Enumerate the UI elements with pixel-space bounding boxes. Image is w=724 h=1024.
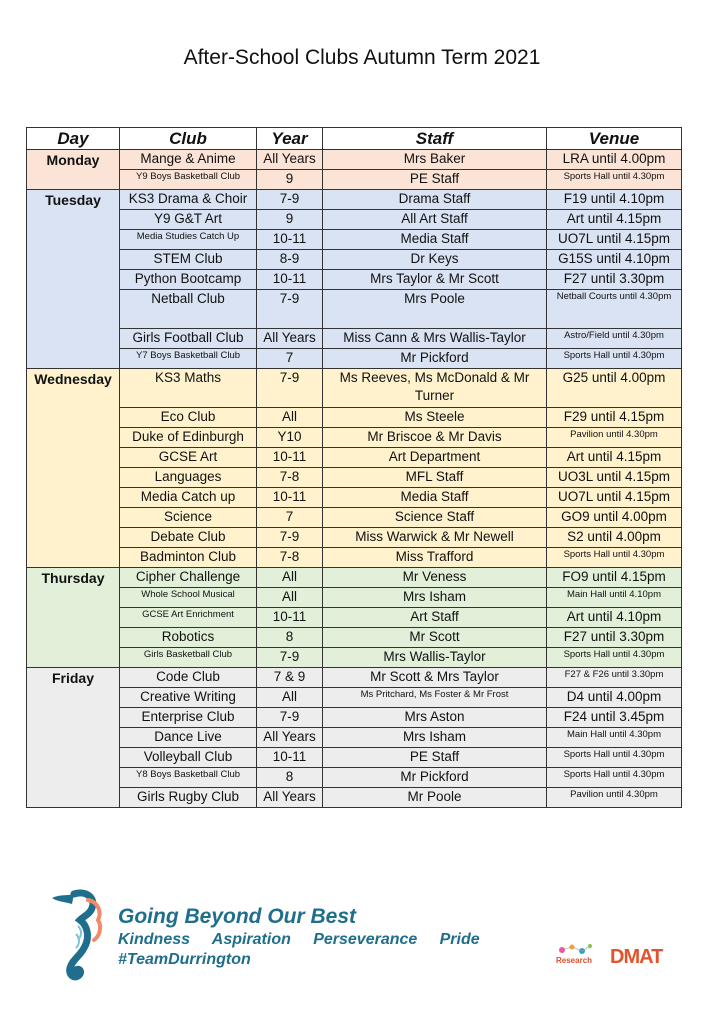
year-cell: 8-9: [257, 250, 323, 270]
staff-cell: All Art Staff: [323, 210, 547, 230]
table-row: [27, 548, 682, 568]
venue-cell: GO9 until 4.00pm: [547, 508, 682, 528]
club-cell: Languages: [120, 468, 257, 488]
table-row: [27, 468, 682, 488]
year-cell: 10-11: [257, 748, 323, 768]
staff-cell: Mrs Wallis-Taylor: [323, 648, 547, 668]
venue-cell: F29 until 4.15pm: [547, 408, 682, 428]
club-cell: GCSE Art Enrichment: [120, 608, 257, 628]
day-cell: Monday: [27, 150, 120, 190]
venue-cell: Art until 4.15pm: [547, 210, 682, 230]
table-row: [27, 190, 682, 210]
club-cell: Y9 G&T Art: [120, 210, 257, 230]
year-cell: 8: [257, 768, 323, 788]
staff-cell: Mr Scott: [323, 628, 547, 648]
club-cell: KS3 Drama & Choir: [120, 190, 257, 210]
staff-cell: Mr Pickford: [323, 768, 547, 788]
table-row: [27, 408, 682, 428]
table-row: [27, 768, 682, 788]
table-row: [27, 788, 682, 808]
year-cell: 8: [257, 628, 323, 648]
table-row: [27, 508, 682, 528]
table-body: [27, 150, 682, 808]
club-cell: Media Studies Catch Up: [120, 230, 257, 250]
partner-logos: [552, 942, 672, 978]
club-cell: Debate Club: [120, 528, 257, 548]
table-row: [27, 688, 682, 708]
venue-cell: G25 until 4.00pm: [547, 369, 682, 408]
page-title: After-School Clubs Autumn Term 2021: [183, 46, 541, 69]
year-cell: Y10: [257, 428, 323, 448]
venue-cell: Pavilion until 4.30pm: [547, 428, 682, 448]
year-cell: 7: [257, 508, 323, 528]
year-cell: All: [257, 588, 323, 608]
year-cell: 7-9: [257, 708, 323, 728]
club-cell: Robotics: [120, 628, 257, 648]
year-cell: 10-11: [257, 230, 323, 250]
footer-slogan: Going Beyond Our Best: [118, 905, 357, 928]
venue-cell: S2 until 4.00pm: [547, 528, 682, 548]
clubs-table: [26, 127, 682, 808]
staff-cell: Drama Staff: [323, 190, 547, 210]
club-cell: Y7 Boys Basketball Club: [120, 349, 257, 369]
year-cell: 10-11: [257, 270, 323, 290]
staff-cell: Miss Cann & Mrs Wallis-Taylor: [323, 329, 547, 349]
table-row: [27, 210, 682, 230]
column-header-staff: Staff: [323, 128, 547, 150]
venue-cell: D4 until 4.00pm: [547, 688, 682, 708]
day-cell: Thursday: [27, 568, 120, 668]
column-header-day: Day: [27, 128, 120, 150]
club-cell: Duke of Edinburgh: [120, 428, 257, 448]
table-row: [27, 349, 682, 369]
table-row: [27, 170, 682, 190]
staff-cell: Art Staff: [323, 608, 547, 628]
staff-cell: Mrs Poole: [323, 290, 547, 329]
venue-cell: Art until 4.10pm: [547, 608, 682, 628]
table-row: [27, 428, 682, 448]
year-cell: 10-11: [257, 488, 323, 508]
club-cell: Girls Football Club: [120, 329, 257, 349]
year-cell: 7-8: [257, 548, 323, 568]
club-cell: Code Club: [120, 668, 257, 688]
year-cell: 7-8: [257, 468, 323, 488]
table-row: [27, 369, 682, 408]
venue-cell: Sports Hall until 4.30pm: [547, 648, 682, 668]
staff-cell: Mr Veness: [323, 568, 547, 588]
year-cell: 7-9: [257, 528, 323, 548]
table-row: [27, 290, 682, 329]
table-row: [27, 528, 682, 548]
staff-cell: Mr Scott & Mrs Taylor: [323, 668, 547, 688]
club-cell: Science: [120, 508, 257, 528]
year-cell: 7 & 9: [257, 668, 323, 688]
staff-cell: PE Staff: [323, 170, 547, 190]
column-header-year: Year: [257, 128, 323, 150]
venue-cell: F27 until 3.30pm: [547, 270, 682, 290]
club-cell: STEM Club: [120, 250, 257, 270]
club-cell: Enterprise Club: [120, 708, 257, 728]
staff-cell: Mr Briscoe & Mr Davis: [323, 428, 547, 448]
staff-cell: Media Staff: [323, 230, 547, 250]
table-header-row: [27, 128, 682, 150]
year-cell: 7-9: [257, 290, 323, 329]
venue-cell: UO7L until 4.15pm: [547, 230, 682, 250]
club-cell: Creative Writing: [120, 688, 257, 708]
staff-cell: Ms Reeves, Ms McDonald & Mr Turner: [323, 369, 547, 408]
club-cell: Mange & Anime: [120, 150, 257, 170]
club-cell: Whole School Musical: [120, 588, 257, 608]
club-cell: Girls Rugby Club: [120, 788, 257, 808]
year-cell: 9: [257, 170, 323, 190]
year-cell: 7-9: [257, 369, 323, 408]
table-row: [27, 728, 682, 748]
venue-cell: Pavilion until 4.30pm: [547, 788, 682, 808]
staff-cell: Mrs Taylor & Mr Scott: [323, 270, 547, 290]
table-row: [27, 748, 682, 768]
club-cell: Y9 Boys Basketball Club: [120, 170, 257, 190]
venue-cell: Sports Hall until 4.30pm: [547, 768, 682, 788]
year-cell: All Years: [257, 728, 323, 748]
staff-cell: Miss Warwick & Mr Newell: [323, 528, 547, 548]
table-row: [27, 270, 682, 290]
club-cell: Netball Club: [120, 290, 257, 329]
venue-cell: F19 until 4.10pm: [547, 190, 682, 210]
day-cell: Tuesday: [27, 190, 120, 369]
venue-cell: LRA until 4.00pm: [547, 150, 682, 170]
venue-cell: Netball Courts until 4.30pm: [547, 290, 682, 329]
staff-cell: MFL Staff: [323, 468, 547, 488]
staff-cell: Mrs Aston: [323, 708, 547, 728]
venue-cell: Sports Hall until 4.30pm: [547, 548, 682, 568]
day-cell: Friday: [27, 668, 120, 808]
table-row: [27, 329, 682, 349]
venue-cell: F24 until 3.45pm: [547, 708, 682, 728]
club-cell: KS3 Maths: [120, 369, 257, 408]
staff-cell: Mr Pickford: [323, 349, 547, 369]
year-cell: 7-9: [257, 648, 323, 668]
venue-cell: FO9 until 4.15pm: [547, 568, 682, 588]
club-cell: Girls Basketball Club: [120, 648, 257, 668]
club-cell: Dance Live: [120, 728, 257, 748]
staff-cell: Science Staff: [323, 508, 547, 528]
venue-cell: UO3L until 4.15pm: [547, 468, 682, 488]
staff-cell: Ms Steele: [323, 408, 547, 428]
year-cell: All: [257, 688, 323, 708]
table-row: [27, 448, 682, 468]
club-cell: Cipher Challenge: [120, 568, 257, 588]
table-row: [27, 628, 682, 648]
venue-cell: Sports Hall until 4.30pm: [547, 748, 682, 768]
year-cell: All Years: [257, 150, 323, 170]
venue-cell: G15S until 4.10pm: [547, 250, 682, 270]
club-cell: Python Bootcamp: [120, 270, 257, 290]
club-cell: Y8 Boys Basketball Club: [120, 768, 257, 788]
day-cell: Wednesday: [27, 369, 120, 568]
staff-cell: Miss Trafford: [323, 548, 547, 568]
table-row: [27, 648, 682, 668]
year-cell: All Years: [257, 788, 323, 808]
table-row: [27, 150, 682, 170]
footer-hashtag: #TeamDurrington: [118, 951, 251, 968]
venue-cell: F27 until 3.30pm: [547, 628, 682, 648]
venue-cell: Astro/Field until 4.30pm: [547, 329, 682, 349]
year-cell: All: [257, 568, 323, 588]
venue-cell: Art until 4.15pm: [547, 448, 682, 468]
staff-cell: Art Department: [323, 448, 547, 468]
club-cell: Volleyball Club: [120, 748, 257, 768]
year-cell: 10-11: [257, 608, 323, 628]
year-cell: All Years: [257, 329, 323, 349]
table-row: [27, 708, 682, 728]
venue-cell: F27 & F26 until 3.30pm: [547, 668, 682, 688]
column-header-club: Club: [120, 128, 257, 150]
year-cell: 9: [257, 210, 323, 230]
club-cell: Badminton Club: [120, 548, 257, 568]
table-row: [27, 488, 682, 508]
table-row: [27, 568, 682, 588]
club-cell: Media Catch up: [120, 488, 257, 508]
year-cell: All: [257, 408, 323, 428]
table-row: [27, 230, 682, 250]
staff-cell: PE Staff: [323, 748, 547, 768]
venue-cell: Main Hall until 4.10pm: [547, 588, 682, 608]
venue-cell: Sports Hall until 4.30pm: [547, 170, 682, 190]
column-header-venue: Venue: [547, 128, 682, 150]
staff-cell: Dr Keys: [323, 250, 547, 270]
staff-cell: Mr Poole: [323, 788, 547, 808]
staff-cell: Media Staff: [323, 488, 547, 508]
club-cell: Eco Club: [120, 408, 257, 428]
dmat-logo-text: DMAT: [610, 946, 663, 968]
staff-cell: Mrs Isham: [323, 728, 547, 748]
year-cell: 10-11: [257, 448, 323, 468]
table-row: [27, 668, 682, 688]
footer-values: Kindness Aspiration Perseverance Pride: [118, 931, 480, 948]
research-logo-text: Research: [556, 956, 593, 965]
club-cell: GCSE Art: [120, 448, 257, 468]
seahorse-icon: [40, 886, 106, 982]
table-row: [27, 588, 682, 608]
year-cell: 7: [257, 349, 323, 369]
staff-cell: Mrs Baker: [323, 150, 547, 170]
staff-cell: Ms Pritchard, Ms Foster & Mr Frost: [323, 688, 547, 708]
table-row: [27, 608, 682, 628]
staff-cell: Mrs Isham: [323, 588, 547, 608]
venue-cell: UO7L until 4.15pm: [547, 488, 682, 508]
year-cell: 7-9: [257, 190, 323, 210]
table-row: [27, 250, 682, 270]
venue-cell: Sports Hall until 4.30pm: [547, 349, 682, 369]
venue-cell: Main Hall until 4.30pm: [547, 728, 682, 748]
